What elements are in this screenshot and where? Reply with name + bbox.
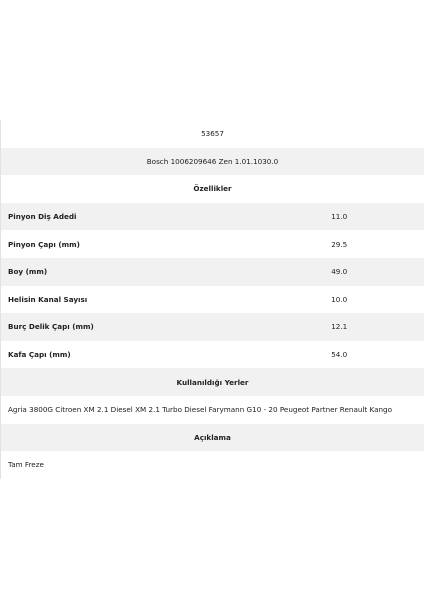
spec-value: 49.0 xyxy=(331,267,348,277)
reference-row xyxy=(0,148,424,176)
description-header xyxy=(0,424,424,452)
usage-text: Agria 3800G Citroen XM 2.1 Diesel XM 2.1 Turbo Diesel Farymann G10 - 20 Peugeot Partner Renault Kango xyxy=(8,405,393,415)
spec-row-helix-channels xyxy=(0,286,424,314)
product-code: 53657 xyxy=(201,129,224,139)
usage-row xyxy=(0,396,424,424)
product-spec-table xyxy=(0,120,424,479)
features-header xyxy=(0,175,424,203)
spec-row-head-diameter xyxy=(0,341,424,369)
spec-key: Boy (mm) xyxy=(8,267,48,277)
features-title: Özellikler xyxy=(193,184,232,194)
spec-value: 10.0 xyxy=(331,294,348,304)
spec-row-pinion-teeth xyxy=(0,203,424,231)
spec-value: 12.1 xyxy=(331,322,348,332)
spec-key: Pinyon Çapı (mm) xyxy=(8,239,80,249)
spec-row-length xyxy=(0,258,424,286)
description-title: Açıklama xyxy=(194,432,231,442)
product-code-row xyxy=(0,120,424,148)
usage-header xyxy=(0,368,424,396)
spec-key: Pinyon Diş Adedi xyxy=(8,212,77,222)
spec-value: 11.0 xyxy=(331,212,348,222)
spec-key: Kafa Çapı (mm) xyxy=(8,350,71,360)
description-text: Tam Freze xyxy=(8,460,44,470)
spec-key: Helisin Kanal Sayısı xyxy=(8,294,88,304)
spec-value: 54.0 xyxy=(331,350,348,360)
spec-row-bushing-bore xyxy=(0,313,424,341)
reference-codes: Bosch 1006209646 Zen 1.01.1030.0 xyxy=(146,156,279,166)
spec-value: 29.5 xyxy=(331,239,348,249)
description-row xyxy=(0,451,424,479)
spec-row-pinion-diameter xyxy=(0,230,424,258)
usage-title: Kullanıldığı Yerler xyxy=(176,377,249,387)
spec-key: Burç Delik Çapı (mm) xyxy=(8,322,94,332)
